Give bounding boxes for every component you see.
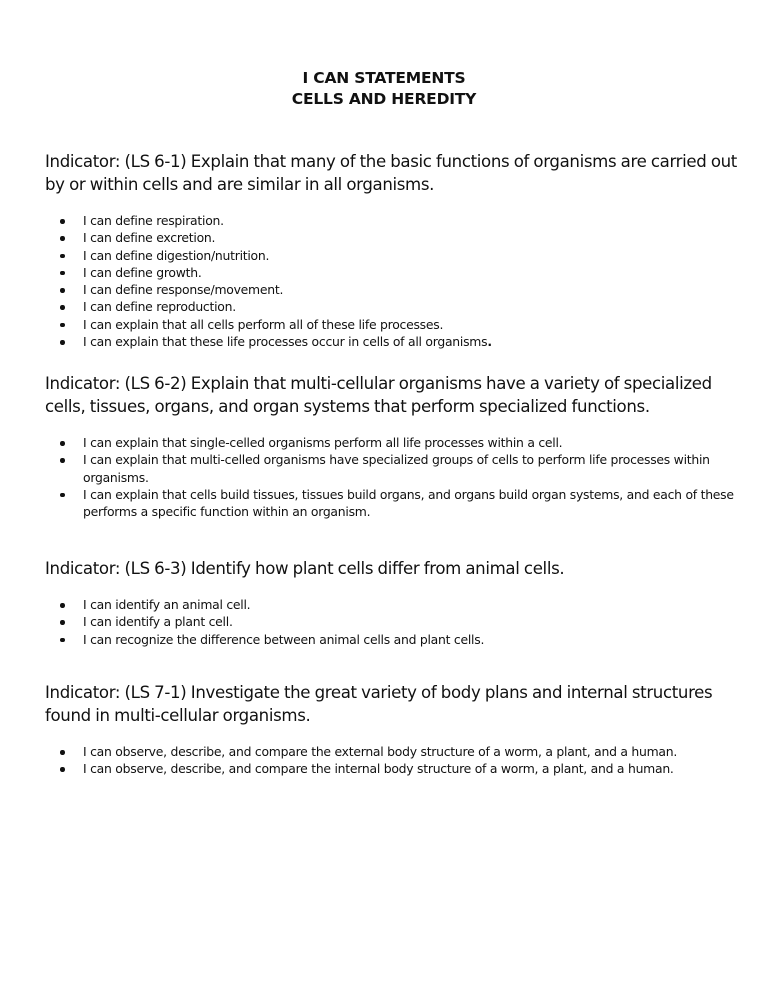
list-item-text: I can explain that cells build tissues, tissues build organs, and organs build organ systems, and each of these performs a specific function within an organism. — [83, 486, 734, 520]
list-item — [45, 247, 745, 264]
bullet-dot-icon — [60, 750, 65, 755]
bullet-dot-icon — [60, 603, 65, 608]
list-item — [45, 613, 745, 630]
bullet-dot-icon — [60, 236, 65, 241]
list-item-text: I can explain that single-celled organisms perform all life processes within a cell. — [83, 435, 563, 450]
bullet-dot-icon — [60, 254, 65, 259]
bullet-dot-icon — [60, 458, 65, 463]
list-item-text: I can explain that all cells perform all of these life processes. — [83, 316, 444, 332]
list-item — [45, 298, 745, 315]
list-item — [45, 212, 745, 229]
indicator-section-ls-6-3 — [45, 557, 745, 648]
list-item — [45, 486, 745, 521]
i-can-list — [45, 212, 745, 350]
indicator-heading: Indicator: (LS 6-1) Explain that many of the basic functions of organisms are carried out by or within cells and are similar in all organisms. — [45, 152, 737, 194]
list-item-text: I can define response/movement. — [83, 282, 284, 298]
indicator-heading: Indicator: (LS 6-2) Explain that multi-cellular organisms have a variety of specialized cells, tissues, organs, and organ systems that perform specialized functions. — [45, 374, 712, 416]
list-item — [45, 316, 745, 333]
list-item-text: I can define reproduction. — [83, 299, 236, 315]
bullet-dot-icon — [60, 638, 65, 643]
bullet-dot-icon — [60, 493, 65, 498]
indicator-section-ls-6-2 — [45, 372, 745, 520]
indicator-heading: Indicator: (LS 7-1) Investigate the great variety of body plans and internal structures found in multi-cellular organisms. — [45, 683, 713, 725]
list-item-text: I can explain that these life processes occur in cells of all organisms — [83, 334, 488, 350]
bullet-dot-icon — [60, 219, 65, 224]
indicator-section-ls-7-1 — [45, 681, 745, 778]
list-item — [45, 596, 745, 613]
list-item — [45, 631, 745, 648]
list-item-text: I can define digestion/nutrition. — [83, 247, 270, 263]
bullet-dot-icon — [60, 441, 65, 446]
bullet-dot-icon — [60, 288, 65, 293]
list-item-text: I can observe, describe, and compare the external body structure of a worm, a plant, and a human. — [83, 744, 678, 759]
title-line-1: I CAN STATEMENTS — [302, 69, 466, 87]
list-item — [45, 743, 745, 760]
list-item-text: I can define growth. — [83, 264, 202, 280]
list-item — [45, 451, 745, 486]
bullet-dot-icon — [60, 323, 65, 328]
list-item-text: I can define excretion. — [83, 230, 216, 246]
indicator-heading: Indicator: (LS 6-3) Identify how plant cells differ from animal cells. — [45, 559, 565, 578]
bullet-dot-icon — [60, 767, 65, 772]
i-can-list — [45, 743, 745, 778]
list-item — [45, 333, 745, 350]
list-item — [45, 434, 745, 451]
i-can-list — [45, 596, 745, 648]
bold-period: . — [487, 334, 492, 350]
list-item — [45, 264, 745, 281]
list-item-text: I can identify an animal cell. — [83, 597, 251, 612]
indicator-section-ls-6-1 — [45, 150, 745, 350]
list-item-text: I can observe, describe, and compare the internal body structure of a worm, a plant, and a human. — [83, 761, 674, 777]
list-item-text: I can identify a plant cell. — [83, 614, 233, 630]
list-item — [45, 229, 745, 246]
bullet-dot-icon — [60, 305, 65, 310]
list-item-text: I can explain that multi-celled organisms have specialized groups of cells to perform life processes within organisms. — [83, 452, 710, 485]
list-item — [45, 281, 745, 298]
title-line-2: CELLS AND HEREDITY — [291, 90, 477, 108]
list-item — [45, 760, 745, 777]
document-title — [0, 68, 768, 110]
bullet-dot-icon — [60, 340, 65, 345]
bullet-dot-icon — [60, 620, 65, 625]
list-item-text: I can recognize the difference between animal cells and plant cells. — [83, 631, 485, 647]
bullet-dot-icon — [60, 271, 65, 276]
i-can-list — [45, 434, 745, 520]
list-item-text: I can define respiration. — [83, 213, 224, 228]
